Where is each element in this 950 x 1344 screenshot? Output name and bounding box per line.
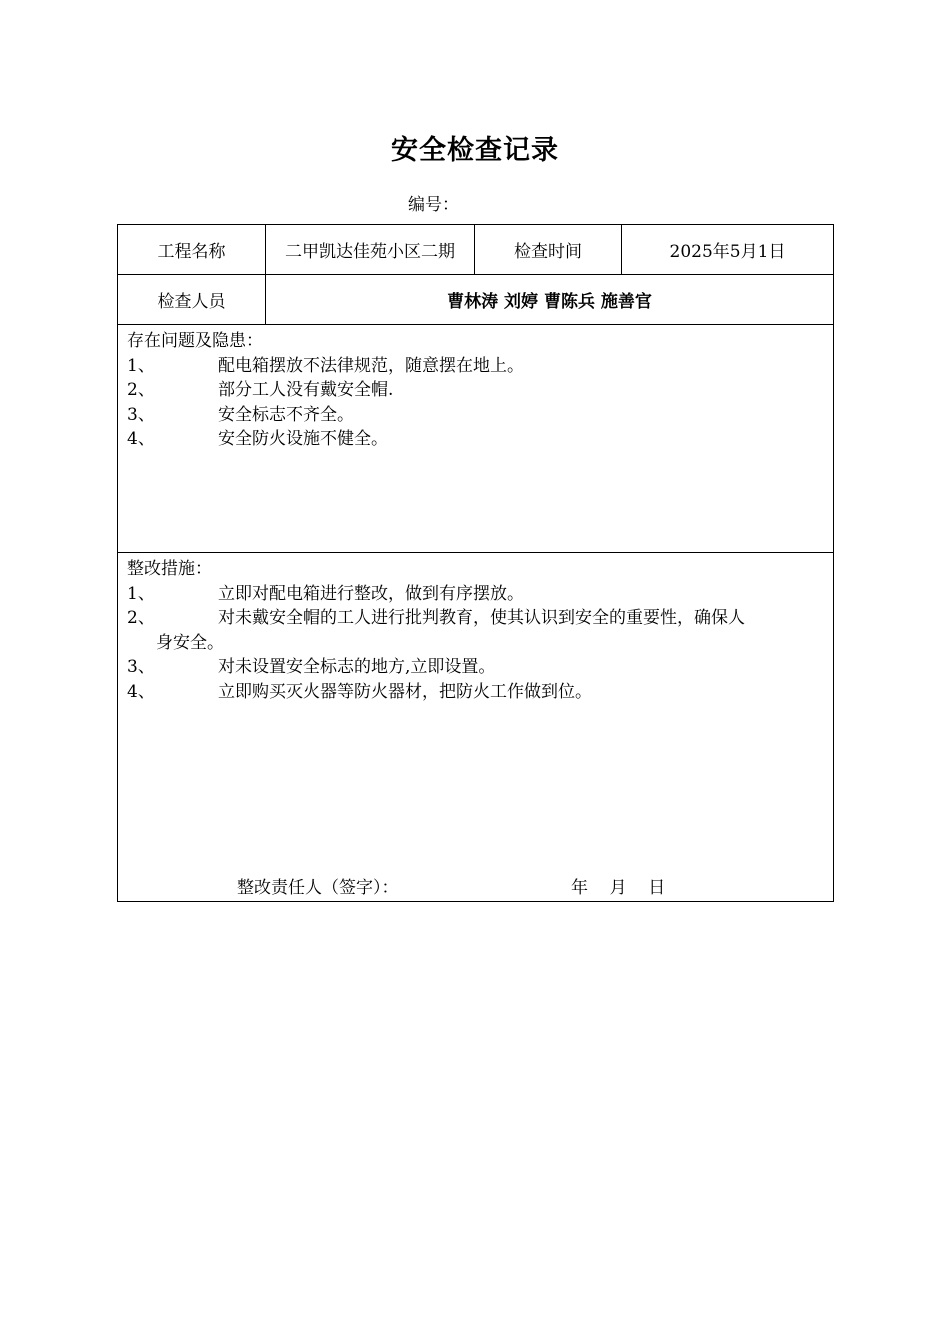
project-row [118,225,834,275]
issue-number: 4、 [127,429,155,449]
inspector-label: 检查人员 [118,275,266,325]
issue-item [127,427,823,452]
issue-item [127,354,823,379]
serial-number-label: 编号： [408,195,459,215]
measures-block [118,553,834,902]
issue-text: 部分工人没有戴安全帽. [218,380,394,400]
project-name-value: 二甲凯达佳苑小区二期 [266,225,475,275]
measures-row [118,553,834,902]
measure-number: 2、 [127,608,155,628]
issue-item [127,403,823,428]
issue-number: 3、 [127,404,155,425]
measure-number: 4、 [127,681,155,702]
measure-text: 对未设置安全标志的地方,立即设置。 [218,657,496,677]
issue-text: 安全防火设施不健全。 [218,429,388,449]
measure-number: 3、 [127,657,155,677]
measure-item [127,582,823,607]
measure-item [127,655,823,680]
inspection-time-value: 2025年5月1日 [622,225,834,275]
signature-date: 年 月 日 [571,877,666,898]
issue-text: 安全标志不齐全。 [218,404,354,425]
project-name-label: 工程名称 [118,225,266,275]
issues-row [118,325,834,553]
signature-label: 整改责任人（签字）： [237,877,399,898]
issue-number: 1、 [127,355,155,376]
issues-heading: 存在问题及隐患： [127,331,263,351]
measure-item [127,680,823,705]
inspection-time-label: 检查时间 [475,225,622,275]
issue-text: 配电箱摆放不法律规范，随意摆在地上。 [218,355,524,376]
measure-number: 1、 [127,583,155,604]
measure-text: 立即对配电箱进行整改，做到有序摆放。 [218,583,524,604]
measure-text: 对未戴安全帽的工人进行批判教育，使其认识到安全的重要性，确保人 [218,608,745,628]
inspector-row [118,275,834,325]
document-title: 安全检查记录 [391,135,559,166]
inspector-names: 曹林涛 刘婷 曹陈兵 施善官 [266,275,834,325]
issues-block [118,325,834,553]
inspection-record-table [117,224,834,902]
measure-text-continued: 身安全。 [156,632,224,653]
measure-item [127,606,823,655]
measure-text: 立即购买灭火器等防火器材，把防火工作做到位。 [218,681,592,702]
issue-number: 2、 [127,380,155,400]
measures-heading: 整改措施： [127,559,212,579]
issue-item [127,378,823,403]
